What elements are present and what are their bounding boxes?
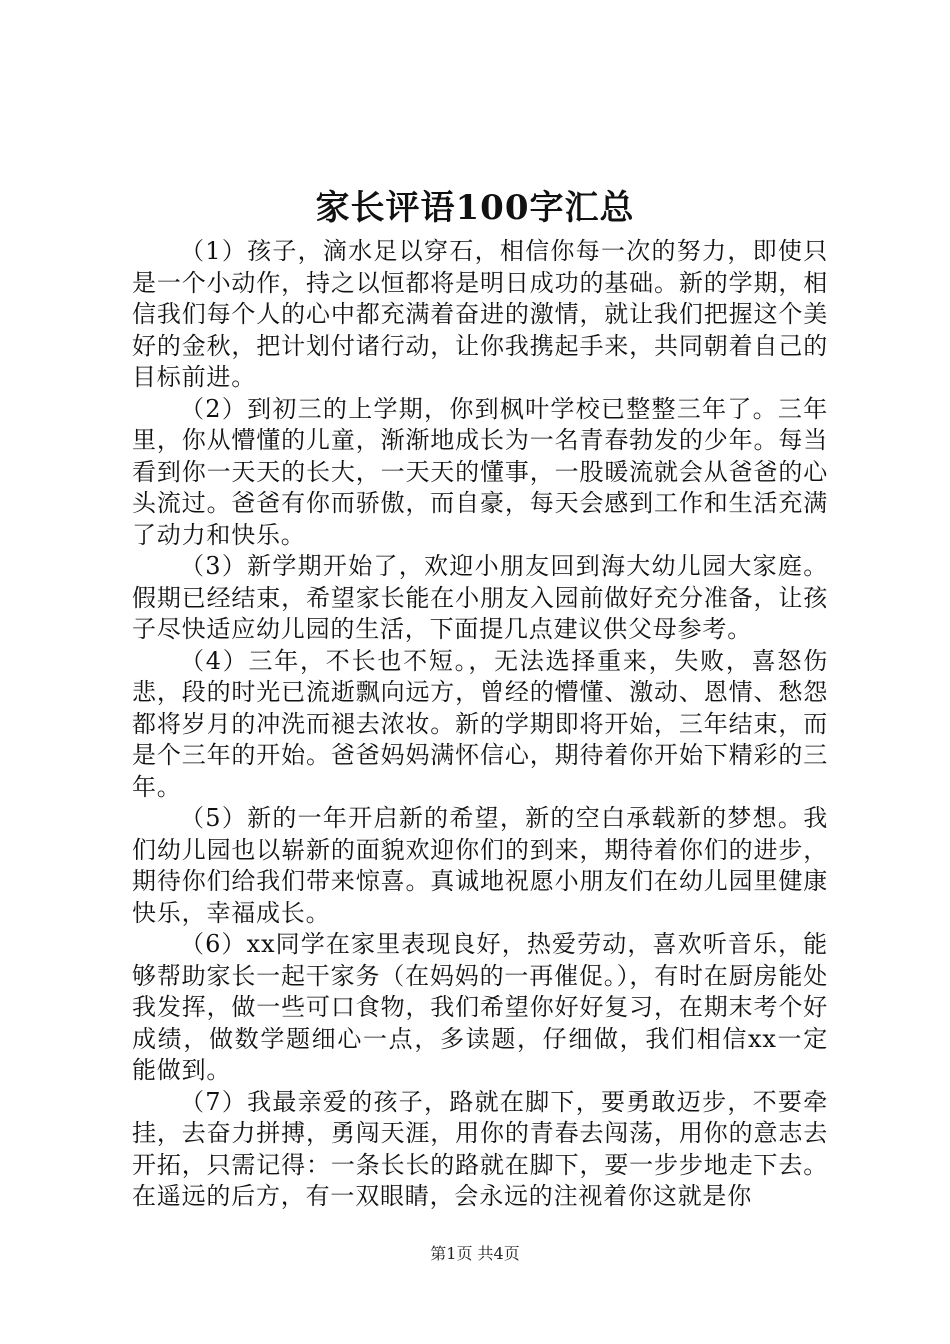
document-body xyxy=(132,236,828,1213)
paragraph-1: （1）孩子，滴水足以穿石，相信你每一次的努力，即使只是一个小动作，持之以恒都将是明日成功的基础。新的学期，相信我们每个人的心中都充满着奋进的激情，就让我们把握这个美好的金秋，把计划付诸行动，让你我携起手来，共同朝着自己的目标前进。 xyxy=(132,237,828,391)
paragraph-7: （7）我最亲爱的孩子，路就在脚下，要勇敢迈步，不要牵挂，去奋力拼搏，勇闯天涯，用你的青春去闯荡，用你的意志去开拓，只需记得：一条长长的路就在脚下，要一步步地走下去。在遥远的后方，有一双眼睛，会永远的注视着你这就是你 xyxy=(132,1087,828,1210)
page-indicator: 第1页 共4页 xyxy=(430,1244,520,1263)
document-title: 家长评语100字汇总 xyxy=(315,188,635,228)
paragraph-5: （5）新的一年开启新的希望，新的空白承载新的梦想。我们幼儿园也以崭新的面貌欢迎你们的到来，期待着你们的进步，期待你们给我们带来惊喜。真诚地祝愿小朋友们在幼儿园里健康快乐，幸福成长。 xyxy=(132,804,828,927)
paragraph-3: （3）新学期开始了，欢迎小朋友回到海大幼儿园大家庭。假期已经结束，希望家长能在小朋友入园前做好充分准备，让孩子尽快适应幼儿园的生活，下面提几点建议供父母参考。 xyxy=(132,552,828,643)
paragraph-2: （2）到初三的上学期，你到枫叶学校已整整三年了。三年里，你从懵懂的儿童，渐渐地成长为一名青春勃发的少年。每当看到你一天天的长大，一天天的懂事，一股暖流就会从爸爸的心头流过。爸爸有你而骄傲，而自豪，每天会感到工作和生活充满了动力和快乐。 xyxy=(132,394,828,549)
paragraph-6: （6）xx同学在家里表现良好，热爱劳动，喜欢听音乐，能够帮助家长一起干家务（在妈妈的一再催促。），有时在厨房能处我发挥，做一些可口食物，我们希望你好好复习，在期末考个好成绩，做数学题细心一点，多读题，仔细做，我们相信xx一定能做到。 xyxy=(132,930,828,1084)
paragraph-4: （4）三年，不长也不短。，无法选择重来，失败，喜怒伤悲，段的时光已流逝飘向远方，曾经的懵懂、激动、恩情、愁怨都将岁月的冲洗而褪去浓妆。新的学期即将开始，三年结束，而是个三年的开始。爸爸妈妈满怀信心，期待着你开始下精彩的三年。 xyxy=(132,646,828,801)
